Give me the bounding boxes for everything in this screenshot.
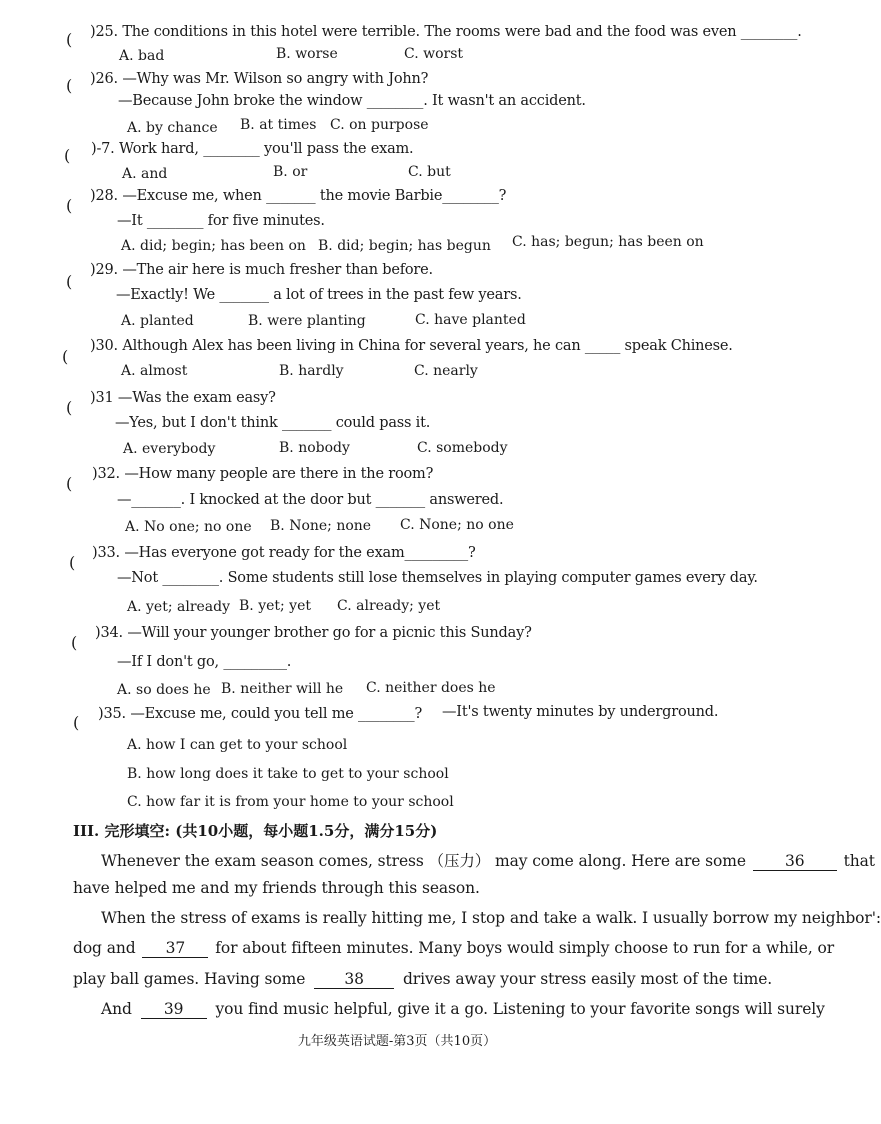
passage-text: drives away your stress easily most of the time. [402, 970, 773, 988]
question-28-reply: —It ________ for five minutes. [117, 213, 325, 229]
question-28-stem: )28. —Excuse me, when _______ the movie Barbie________? [90, 188, 507, 204]
option-b: B. worse [276, 46, 338, 62]
passage-line [73, 970, 772, 989]
question-29-stem: )29. —The air here is much fresher than before. [90, 262, 433, 278]
option-b: B. neither will he [221, 681, 344, 697]
option-a: A. and [122, 166, 168, 182]
blank-36: 36 [753, 852, 837, 871]
option-c: C. has; begun; has been on [512, 234, 704, 250]
page-footer: 九年级英语试题-第3页（共10页） [297, 1034, 497, 1049]
answer-bracket: ( [66, 30, 73, 49]
option-a: A. everybody [123, 441, 216, 457]
section-title: III. 完形填空: (共10小题，每小题1.5分，满分15分) [73, 822, 438, 840]
option-b: B. at times [240, 117, 317, 133]
option-a: A. by chance [127, 120, 218, 136]
option-c: C. but [408, 164, 451, 180]
question-34-reply: —If I don't go, _________. [117, 654, 292, 670]
option-a: A. No one; no one [125, 519, 252, 535]
passage-line [101, 1000, 825, 1019]
option-b: B. hardly [279, 363, 344, 379]
answer-bracket: ( [64, 146, 71, 165]
question-31-stem: )31 —Was the exam easy? [90, 390, 276, 406]
option-c: C. None; no one [400, 517, 514, 533]
option-a: A. planted [121, 313, 194, 329]
passage-text: you find music helpful, give it a go. Listening to your favorite songs will surely [215, 1000, 825, 1018]
question-29-reply: —Exactly! We _______ a lot of trees in the past few years. [116, 287, 522, 303]
option-a: A. almost [121, 363, 188, 379]
option-c: C. worst [404, 46, 464, 62]
passage-text: for about fifteen minutes. Many boys would simply choose to run for a while, or [215, 939, 835, 957]
option-b: B. yet; yet [239, 598, 311, 614]
question-35-stem: )35. —Excuse me, could you tell me ________? [98, 706, 423, 722]
answer-bracket: ( [66, 474, 73, 493]
question-27-stem: )-7. Work hard, ________ you'll pass the exam. [91, 141, 414, 157]
question-31-reply: —Yes, but I don't think _______ could pass it. [115, 415, 431, 431]
answer-bracket: ( [71, 633, 78, 652]
passage-line [73, 939, 834, 958]
question-26-reply: —Because John broke the window ________. It wasn't an accident. [118, 93, 586, 109]
question-33-reply: —Not ________. Some students still lose themselves in playing computer games every day. [117, 570, 758, 586]
passage-text: dog and [73, 939, 136, 957]
option-a: A. yet; already [127, 599, 231, 615]
option-c: C. nearly [414, 363, 478, 379]
option-b: B. how long does it take to get to your school [127, 766, 449, 782]
option-b: B. did; begin; has begun [318, 238, 491, 254]
option-a: A. bad [119, 48, 165, 64]
option-c: C. already; yet [337, 598, 441, 614]
passage-text: Whenever the exam season comes, stress （压力） may come along. Here are some [101, 852, 746, 870]
option-c: C. have planted [415, 312, 526, 328]
answer-bracket: ( [66, 76, 73, 95]
option-b: B. None; none [270, 518, 372, 534]
option-b: B. nobody [279, 440, 350, 456]
passage-text: play ball games. Having some [73, 970, 306, 988]
answer-bracket: ( [73, 713, 80, 732]
answer-bracket: ( [66, 196, 73, 215]
option-b: B. were planting [248, 313, 366, 329]
blank-39: 39 [141, 1000, 207, 1019]
passage-text: And [101, 1000, 132, 1018]
blank-37: 37 [142, 939, 208, 958]
option-a: A. so does he [117, 682, 211, 698]
blank-38: 38 [314, 970, 394, 989]
question-32-reply: —_______. I knocked at the door but _______ answered. [117, 492, 504, 508]
answer-bracket: ( [62, 347, 69, 366]
option-c: C. somebody [417, 440, 508, 456]
passage-text: When the stress of exams is really hitting me, I stop and take a walk. I usually borrow my neighbor': [101, 909, 881, 927]
question-33-stem: )33. —Has everyone got ready for the exam_________? [92, 545, 476, 561]
option-c: C. on purpose [330, 117, 429, 133]
passage-line [101, 849, 875, 871]
option-b: B. or [273, 164, 308, 180]
question-34-stem: )34. —Will your younger brother go for a picnic this Sunday? [95, 625, 532, 641]
option-a: A. how I can get to your school [127, 737, 348, 753]
question-35-answer-line: —It's twenty minutes by underground. [442, 704, 719, 720]
question-32-stem: )32. —How many people are there in the room? [92, 466, 434, 482]
answer-bracket: ( [66, 398, 73, 417]
question-26-stem: )26. —Why was Mr. Wilson so angry with John? [90, 71, 429, 87]
answer-bracket: ( [66, 272, 73, 291]
question-25-stem: )25. The conditions in this hotel were terrible. The rooms were bad and the food was even ________. [90, 24, 802, 40]
passage-text: have helped me and my friends through this season. [73, 879, 480, 897]
option-c: C. neither does he [366, 680, 496, 696]
question-30-stem: )30. Although Alex has been living in China for several years, he can _____ speak Chinese. [90, 338, 733, 354]
answer-bracket: ( [69, 553, 76, 572]
option-c: C. how far it is from your home to your school [127, 794, 454, 810]
passage-text: that [843, 852, 875, 870]
option-a: A. did; begin; has been on [121, 238, 306, 254]
